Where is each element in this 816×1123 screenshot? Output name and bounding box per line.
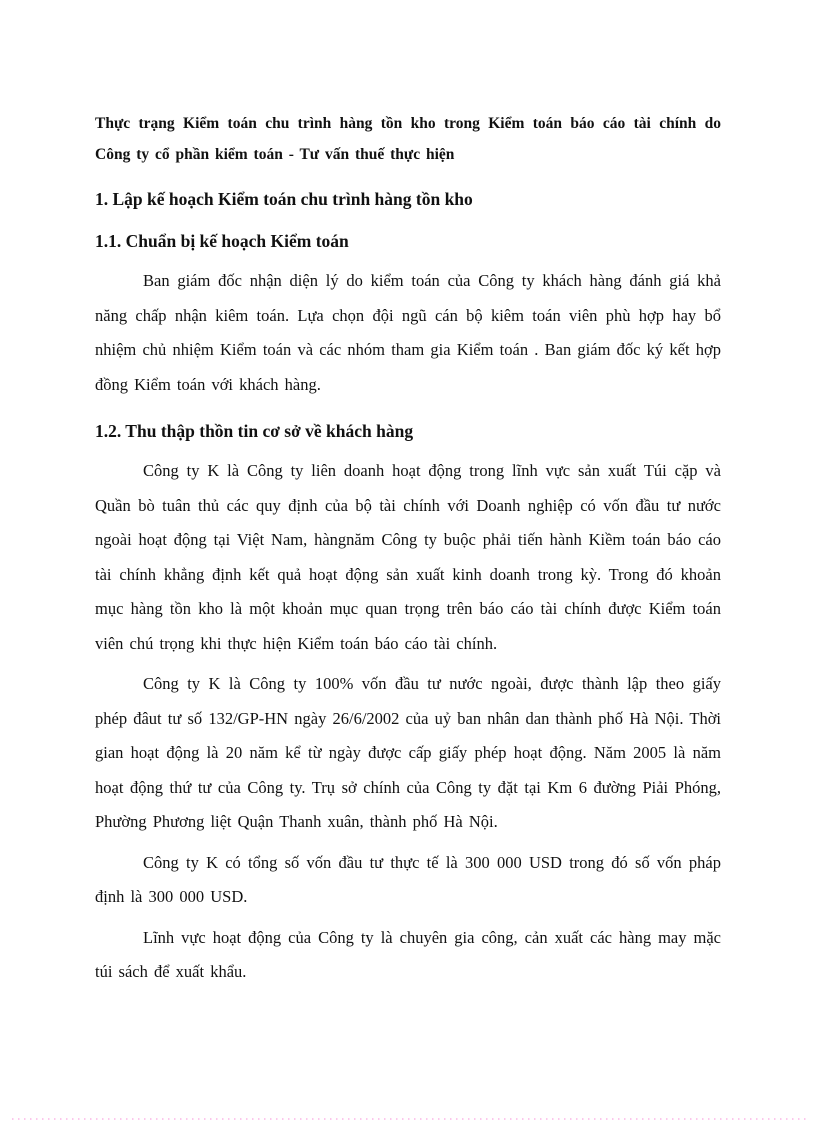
paragraph-company-k-overview: Công ty K là Công ty liên doanh hoạt động trong lĩnh vực sản xuất Túi cặp và Quần bò tuân thủ các quy định của bộ tài chính với Doanh nghiệp có vốn đầu tư nước ngoài hoạt động tại Việt Nam, hàngnăm Công ty buộc phải tiến hành Kiềm toán báo cáo tài chính khẳng định kết quả hoạt động sản xuất kinh doanh trong kỳ. Trong đó khoản mục hàng tồn kho là một khoản mục quan trọng trên báo cáo tài chính được Kiểm toán viên chú trọng khi thực hiện Kiểm toán báo cáo tài chính.: [95, 461, 721, 653]
heading-section-1-2: 1.2. Thu thập thồn tin cơ sở về khách hàng: [95, 421, 414, 441]
paragraph-company-k-license: Công ty K là Công ty 100% vốn đầu tư nước ngoài, được thành lập theo giấy phép đâut tư số 132/GP-HN ngày 26/6/2002 của uỷ ban nhân dan thành phố Hà Nội. Thời gian hoạt động là 20 năm kể từ ngày được cấp giấy phép hoạt động. Năm 2005 là năm hoạt động thứ tư của Công ty. Trụ sở chính của Công ty đặt tại Km 6 đường Piải Phóng, Phường Phương liệt Quận Thanh xuân, thành phố Hà Nội.: [95, 674, 721, 831]
paragraph-company-k-capital: Công ty K có tổng số vốn đầu tư thực tế là 300 000 USD trong đó số vốn pháp định là 300 000 USD.: [95, 852, 721, 906]
heading-section-1-1: 1.1. Chuẩn bị kế hoạch Kiểm toán: [95, 231, 349, 251]
heading-section-1: 1. Lập kế hoạch Kiểm toán chu trình hàng tồn kho: [95, 189, 473, 209]
paragraph-company-k-business-field: Lĩnh vực hoạt động của Công ty là chuyên gia công, cản xuất các hàng may mặc túi sách để xuất khẩu.: [95, 927, 721, 981]
paragraph-audit-plan-preparation: Ban giám đốc nhận diện lý do kiểm toán của Công ty khách hàng đánh giá khả năng chấp nhận kiêm toán. Lựa chọn đội ngũ cán bộ kiêm toán viên phù hợp hay bổ nhiệm chủ nhiệm Kiểm toán và các nhóm tham gia Kiểm toán . Ban giám đốc ký kết hợp đồng Kiểm toán với khách hàng.: [95, 271, 721, 394]
document-content: [95, 0, 721, 996]
page-bottom-dotted-divider: [12, 1118, 806, 1120]
document-title: Thực trạng Kiểm toán chu trình hàng tồn kho trong Kiểm toán báo cáo tài chính do Công ty cổ phần kiểm toán - Tư vấn thuế thực hiện: [95, 115, 721, 163]
